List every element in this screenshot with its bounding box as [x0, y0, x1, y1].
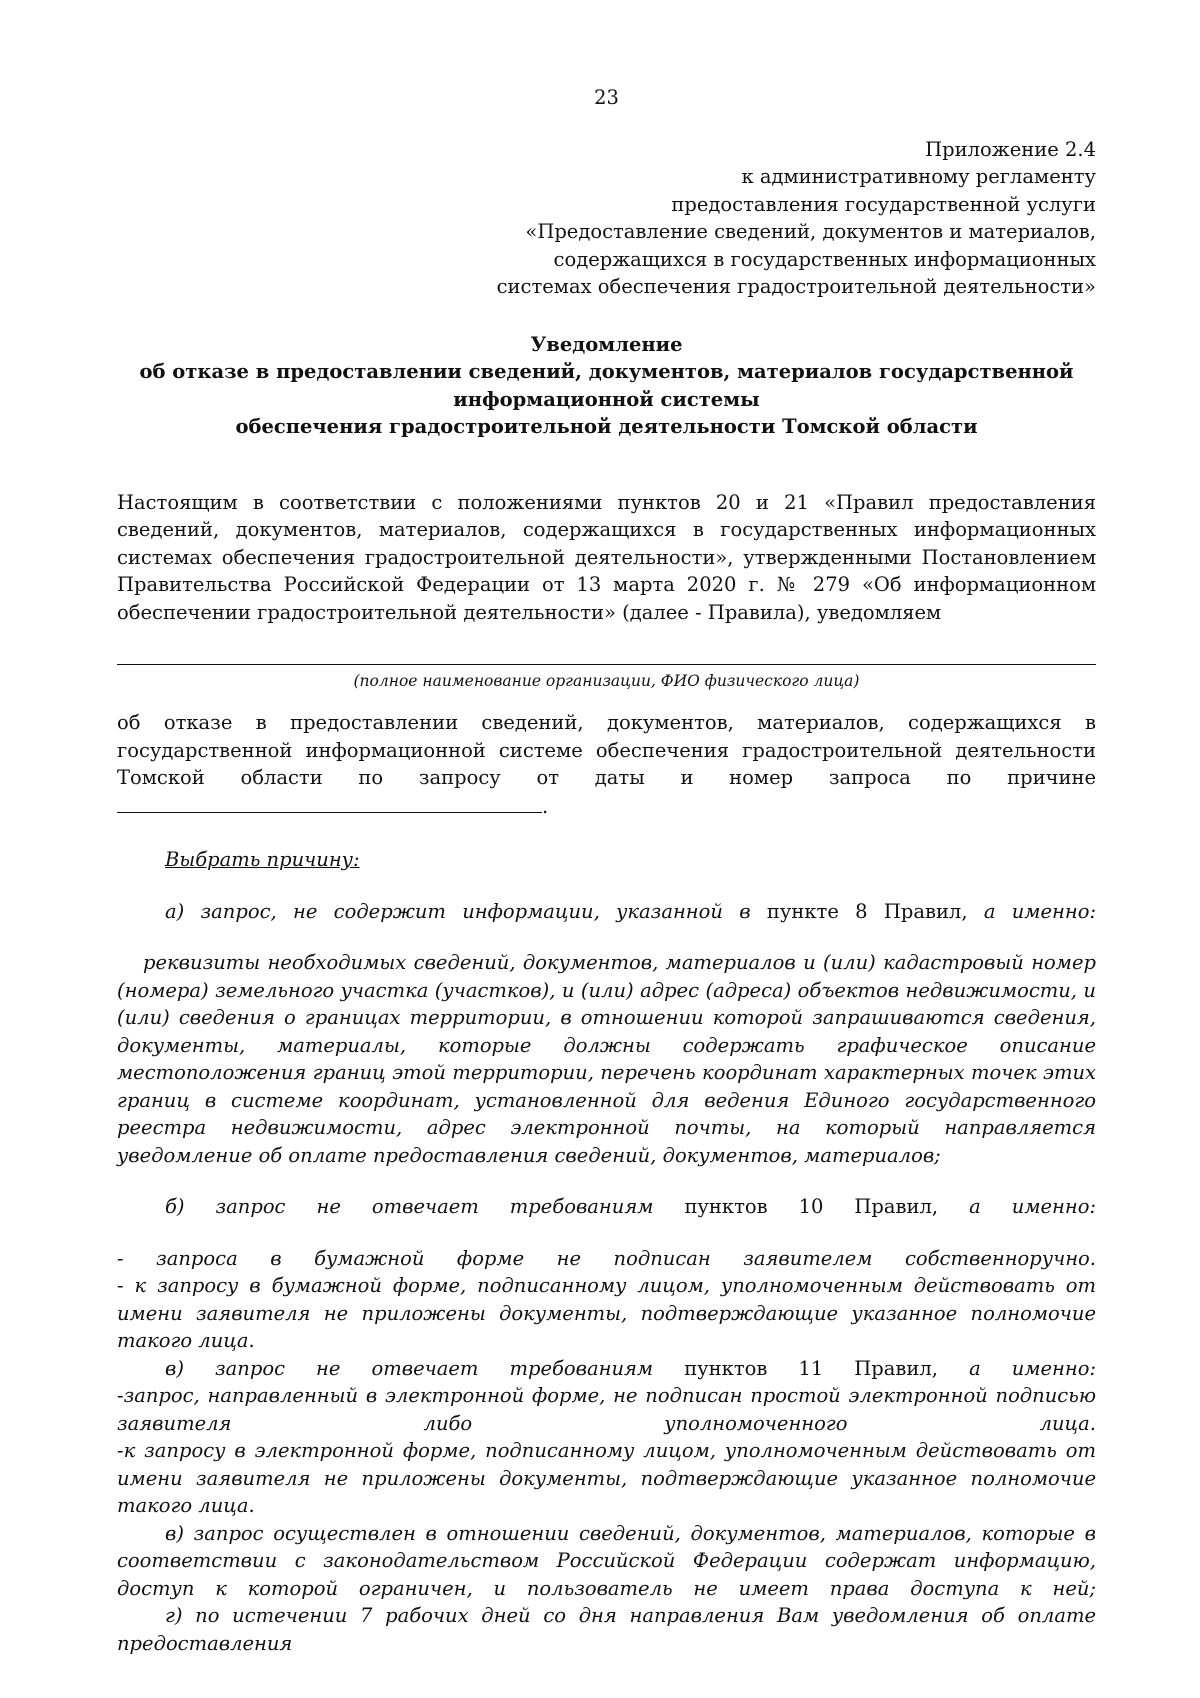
reason-g-paragraph: г) по истечении 7 рабочих дней со дня направления Вам уведомления об оплате предоставления	[117, 1604, 1096, 1655]
reason-v1-ref: пунктов 11 Правил,	[684, 1356, 938, 1380]
reason-a-tail: а именно:	[983, 899, 1097, 923]
reason-b-item: - запроса в бумажной форме не подписан заявителем собственноручно.	[117, 1246, 1096, 1270]
reason-a-ref: пункте 8 Правил,	[766, 899, 968, 923]
reason-a-details: реквизиты необходимых сведений, документов, материалов и (или) кадастровый номер (номера) земельного участка (участков), и (или) адрес (адреса) объектов недвижимости, и (или) сведения о границах территории, в отношении которой запрашиваются сведения, документы, материалы, которые должны содержать графическое описание местоположения границ этой территории, перечень координат характерных точек этих границ в системе координат, установленной для ведения Единого государственного реестра недвижимости, адрес электронной почты, на который направляется уведомление об оплате предоставления сведений, документов, материалов;	[117, 951, 1096, 1167]
reason-v2-paragraph: в) запрос осуществлен в отношении сведений, документов, материалов, которые в соответствии с законодательством Российской Федерации содержат информацию, доступ к которой ограничен, и пользователь не имеет права доступа к ней;	[117, 1521, 1096, 1600]
reason-a-lead: а) запрос, не содержит информации, указанной в	[165, 899, 751, 923]
title-line: информационной системы	[453, 387, 760, 411]
appendix-line: содержащихся в государственных информационных	[553, 247, 1096, 271]
appendix-line: предоставления государственной услуги	[671, 192, 1096, 216]
appendix-line: «Предоставление сведений, документов и материалов,	[525, 220, 1096, 243]
reason-b-item: - к запросу в бумажной форме, подписанному лицом, уполномоченным действовать от имени заявителя не приложены документы, подтверждающие указанное полномочие такого лица.	[117, 1274, 1096, 1352]
reason-blank-line	[117, 792, 542, 813]
appendix-header	[117, 136, 1096, 301]
title-line: обеспечения градостроительной деятельности Томской области	[235, 415, 978, 438]
reason-v1-tail: а именно:	[969, 1356, 1097, 1380]
refusal-paragraph	[117, 709, 1096, 820]
reason-b-lead: б) запрос не отвечает требованиям	[165, 1195, 654, 1218]
reason-v1-lead: в) запрос не отвечает требованиям	[165, 1356, 654, 1380]
document-title	[117, 331, 1096, 441]
appendix-line: к административному регламенту	[741, 165, 1096, 188]
recipient-fill-line	[117, 664, 1096, 665]
refusal-end: .	[542, 794, 549, 818]
reason-a-heading	[117, 898, 1096, 926]
reason-v1-item: -к запросу в электронной форме, подписанному лицом, уполномоченным действовать от имени заявителя не приложены документы, подтверждающие указанное полномочие такого лица.	[117, 1439, 1096, 1517]
choose-reason-label: Выбрать причину:	[165, 848, 360, 871]
title-line: Уведомление	[530, 332, 683, 356]
choose-reason-heading	[165, 846, 1096, 874]
recipient-caption: (полное наименование организации, ФИО физического лица)	[353, 672, 860, 690]
reason-b-tail: а именно:	[969, 1195, 1097, 1218]
appendix-line: системах обеспечения градостроительной деятельности»	[496, 275, 1096, 298]
reason-b-ref: пунктов 10 Правил,	[684, 1195, 939, 1218]
page-number: 23	[594, 86, 619, 109]
title-line: об отказе в предоставлении сведений, документов, материалов государственной	[139, 360, 1074, 383]
reason-v1-item: -запрос, направленный в электронной форме, не подписан простой электронной подписью заявителя либо уполномоченного лица.	[117, 1384, 1096, 1435]
reason-v1-heading	[117, 1355, 1096, 1383]
refusal-text: об отказе в предоставлении сведений, документов, материалов, содержащихся в государственной информационной системе обеспечения градостроительной деятельности Томской области по запросу от даты и номер запроса по причине	[117, 711, 1096, 789]
appendix-line: Приложение 2.4	[925, 137, 1096, 161]
intro-paragraph: Настоящим в соответствии с положениями пунктов 20 и 21 «Правил предоставления сведений, документов, материалов, содержащихся в государственных информационных системах обеспечения градостроительной деятельности», утвержденными Постановлением Правительства Российской Федерации от 13 марта 2020 г. № 279 «Об информационном обеспечении градостроительной деятельности» (далее - Правила), уведомляем	[117, 490, 1096, 624]
reason-b-heading	[117, 1193, 1096, 1221]
